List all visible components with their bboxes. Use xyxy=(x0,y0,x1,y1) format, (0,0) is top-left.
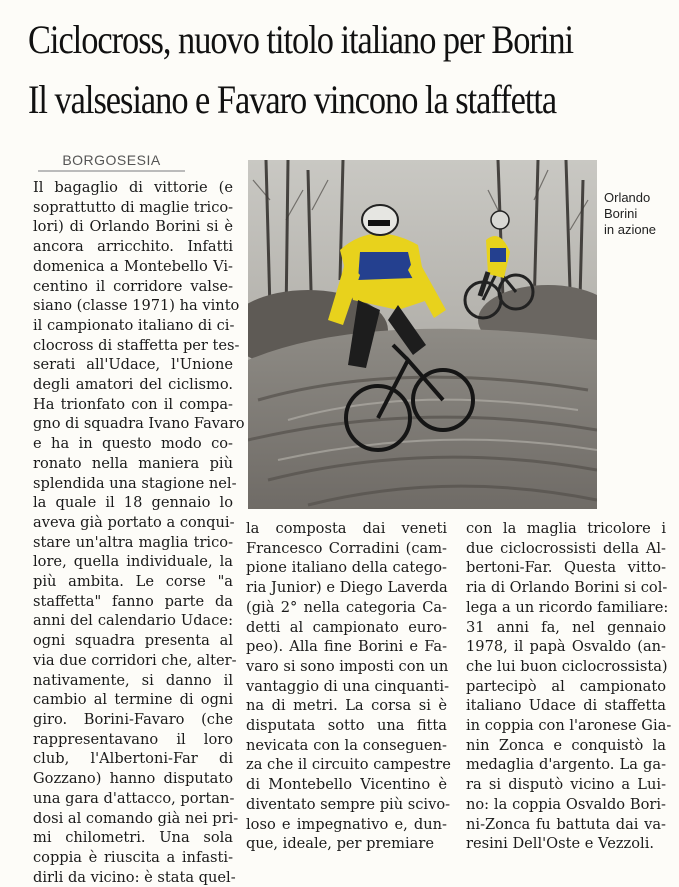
article-line: stare un'altra maglia trico- xyxy=(33,533,233,551)
section-label: BORGOSESIA xyxy=(38,152,185,172)
article-line: aveva già portato a conqui- xyxy=(33,513,235,531)
article-line: loso e impegnativo e, dun- xyxy=(246,815,447,833)
article-line: di Montebello Vicentino è xyxy=(246,776,447,794)
caption-line: in azione xyxy=(604,222,657,237)
article-line: via due corridori che, alter- xyxy=(33,651,237,669)
article-line: Gozzano) hanno disputato xyxy=(33,770,233,788)
article-column-2 xyxy=(246,519,451,854)
article-line: centino il corridore valse- xyxy=(33,277,233,295)
article-line: vantaggio di una cinquanti- xyxy=(246,677,450,695)
article-line: con la maglia tricolore i xyxy=(466,520,666,537)
cyclocross-photo xyxy=(248,160,597,509)
article-line: due ciclocrossisti della Al- xyxy=(466,539,666,557)
article-line: varo si sono imposti con un xyxy=(246,657,449,675)
article-line: ancora arricchito. Infatti xyxy=(33,238,233,256)
article-line: ogni squadra presenta al xyxy=(33,632,233,650)
article-line: lori) di Orlando Borini si è xyxy=(33,218,233,236)
cyclists-illustration xyxy=(248,160,597,509)
article-line: Ha trionfato con il compa- xyxy=(33,395,233,413)
article-line: nevicata con la conseguen- xyxy=(246,736,447,754)
article-line: soprattutto di maglie trico- xyxy=(33,198,234,216)
article-line: Il bagaglio di vittorie (e xyxy=(33,179,233,196)
article-line: 31 anni fa, nel gennaio xyxy=(466,618,666,636)
article-line: la quale il 18 gennaio lo xyxy=(33,494,233,512)
article-line: la composta dai veneti xyxy=(246,520,447,537)
article-line: ria di Orlando Borini si col- xyxy=(466,579,668,597)
article-line: giro. Borini-Favaro (che xyxy=(33,710,233,728)
article-line: partecipò al campionato xyxy=(466,677,666,695)
photo-caption xyxy=(604,190,674,238)
article-line: siano (classe 1971) ha vinto xyxy=(33,297,240,315)
article-line: il campionato italiano di ci- xyxy=(33,316,235,334)
article-line: za che il circuito campestre xyxy=(246,756,451,774)
article-line: 1978, il papà Osvaldo (an- xyxy=(466,638,666,656)
article-line: pione italiano della catego- xyxy=(246,559,447,577)
article-line: coppia è riuscita a infasti- xyxy=(33,848,233,866)
caption-line: Borini xyxy=(604,206,638,221)
article-line: dirli da vicino: è stata quel- xyxy=(33,868,236,886)
article-line: bertoni-Far. Questa vitto- xyxy=(466,559,666,577)
article-line: ria Junior) e Diego Laverda xyxy=(246,579,448,597)
article-line: ra si disputò vicino a Lui- xyxy=(466,776,666,794)
article-line: rappresentavano il loro xyxy=(33,730,233,748)
caption-line: Orlando xyxy=(604,190,651,205)
article-line: club, l'Albertoni-Far di xyxy=(33,750,233,768)
article-line: que, ideale, per premiare xyxy=(246,835,434,853)
article-line: clocross di staffetta per tes- xyxy=(33,336,240,354)
article-line: splendida una stagione nel- xyxy=(33,474,237,492)
article-line: cambio al termine di ogni xyxy=(33,691,233,709)
article-line: no: la coppia Osvaldo Bori- xyxy=(466,795,666,813)
article-line: nin Zonca e conquistò la xyxy=(466,736,666,754)
article-line: italiano Udace di staffetta xyxy=(466,697,666,715)
article-line: anni del calendario Udace: xyxy=(33,612,233,630)
article-line: lega a un ricordo familiare: xyxy=(466,598,669,616)
article-line: Francesco Corradini (cam- xyxy=(246,539,447,557)
article-line: domenica a Montebello Vi- xyxy=(33,257,233,275)
article-line: più ambita. Le corse "a xyxy=(33,573,233,591)
article-line: diventato sempre più scivo- xyxy=(246,795,451,813)
article-line: dosi al comando già nei pri- xyxy=(33,809,239,827)
article-line: degli amatori del ciclismo. xyxy=(33,376,233,394)
article-line: serati all'Udace, l'Unione xyxy=(33,356,233,374)
article-line: (già 2° nella categoria Ca- xyxy=(246,598,447,616)
article-line: e ha in questo modo co- xyxy=(33,435,233,453)
article-line: mi chilometri. Una sola xyxy=(33,829,233,847)
article-line: gno di squadra Ivano Favaro xyxy=(33,415,245,433)
article-line: detti al campionato euro- xyxy=(246,618,447,636)
article-line: staffetta" fanno parte da xyxy=(33,592,233,610)
article-line: che lui buon ciclocrossista) xyxy=(466,657,668,675)
article-line: resini Dell'Oste e Vezzoli. xyxy=(466,835,655,853)
article-line: ronato nella maniera più xyxy=(33,454,233,472)
article-line: lore, quella individuale, la xyxy=(33,553,233,571)
article-line: nativamente, si danno il xyxy=(33,671,233,689)
article-column-3 xyxy=(466,519,672,854)
article-line: peo). Alla fine Borini e Fa- xyxy=(246,638,447,656)
article-line: medaglia d'argento. La ga- xyxy=(466,756,666,774)
article-line: ni-Zonca fu battuta dai va- xyxy=(466,815,666,833)
article-line: una gara d'attacco, portan- xyxy=(33,789,235,807)
article-line: in coppia con l'aronese Gia- xyxy=(466,717,672,735)
article-line: disputata sotto una fitta xyxy=(246,717,447,735)
article-line: na di metri. La corsa si è xyxy=(246,697,447,715)
headline-line-2: Il valsesiano e Favaro vincono la staffetta xyxy=(28,77,557,122)
article-column-1 xyxy=(33,178,245,887)
headline-line-1: Ciclocross, nuovo titolo italiano per Borini xyxy=(28,17,574,62)
